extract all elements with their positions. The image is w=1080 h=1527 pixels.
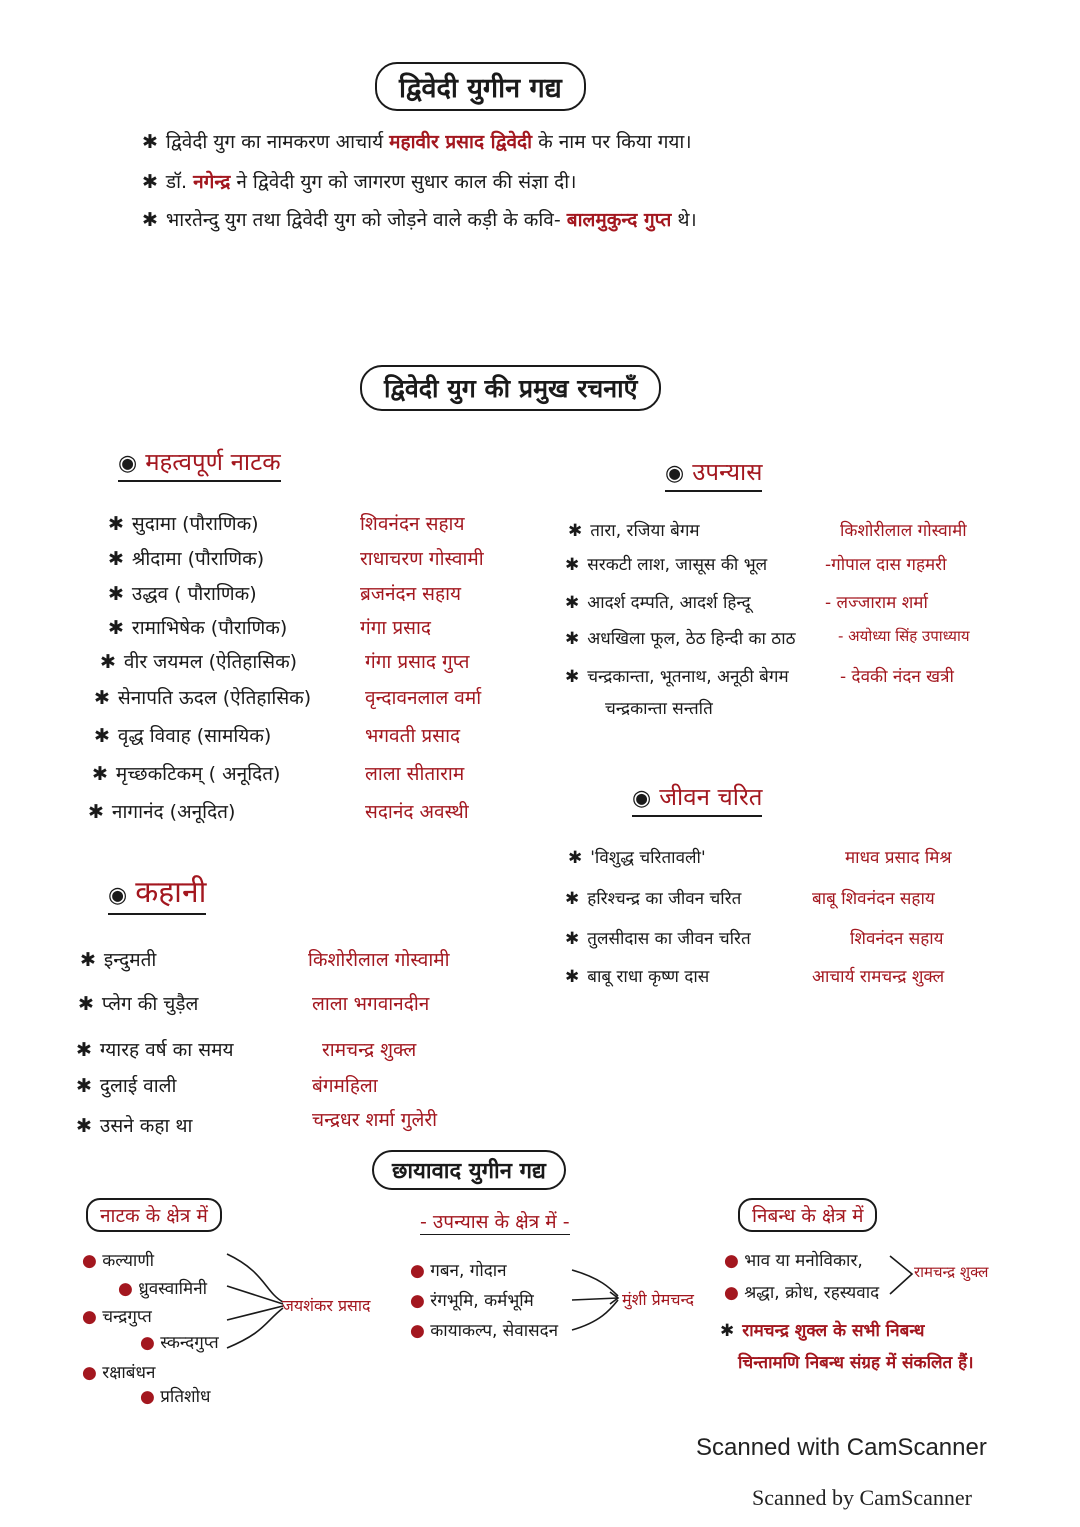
upanyas-field-box: - उपन्यास के क्षेत्र में -: [420, 1208, 570, 1235]
upanyas-row: ✱ अधखिला फूल, ठेठ हिन्दी का ठाठ: [565, 629, 796, 649]
star-icon: ✱: [142, 209, 158, 231]
kahani-author: किशोरीलाल गोस्वामी: [308, 949, 450, 971]
bullet-dot-icon: ◉: [632, 786, 652, 811]
kahani-title: ◉ कहानी: [108, 870, 206, 915]
upanyas-item: ● रंगभूमि, कर्मभूमि: [410, 1291, 534, 1311]
natak-item: ● ध्रुवस्वामिनी: [118, 1279, 208, 1299]
nibandh-item: ● श्रद्धा, क्रोध, रहस्यवाद: [724, 1283, 880, 1303]
natak-row: ✱ सुदामा (पौराणिक): [108, 513, 259, 535]
upanyas-item: ● कायाकल्प, सेवासदन: [410, 1321, 559, 1341]
natak-author: गंगा प्रसाद गुप्त: [365, 651, 470, 673]
jeevan-title: ◉ जीवन चरित: [632, 780, 762, 817]
kahani-row: ✱ इन्दुमती: [80, 949, 157, 971]
natak-row: ✱ रामाभिषेक (पौराणिक): [108, 617, 288, 639]
natak-bracket: [225, 1252, 285, 1372]
upanyas-author: किशोरीलाल गोस्वामी: [840, 521, 967, 541]
star-icon: ✱: [142, 171, 158, 193]
natak-author: शिवनंदन सहाय: [360, 513, 465, 535]
upanyas-row: ✱ आदर्श दम्पति, आदर्श हिन्दू: [565, 593, 751, 613]
chhayavad-heading: छायावाद युगीन गद्य: [372, 1150, 566, 1190]
natak-item: ● स्कन्दगुप्त: [140, 1333, 219, 1353]
natak-field-box: नाटक के क्षेत्र में: [86, 1198, 222, 1232]
natak-row: ✱ नागानंद (अनूदित): [88, 801, 236, 823]
jeevan-row: ✱ 'विशुद्ध चरितावली': [568, 848, 706, 868]
upanyas-row: ✱ सरकटी लाश, जासूस की भूल: [565, 555, 768, 575]
kahani-author: बंगमहिला: [312, 1075, 378, 1097]
natak-row: ✱ उद्धव ( पौराणिक): [108, 583, 257, 605]
natak-author: गंगा प्रसाद: [360, 617, 432, 639]
upanyas-title: ◉ उपन्यास: [665, 455, 762, 492]
natak-author: राधाचरण गोस्वामी: [360, 548, 484, 570]
page-title: द्विवेदी युगीन गद्य: [375, 62, 586, 111]
star-icon: ✱: [142, 131, 158, 153]
natak-row: ✱ श्रीदामा (पौराणिक): [108, 548, 265, 570]
bullet-dot-icon: ◉: [118, 451, 138, 476]
kahani-author: लाला भगवानदीन: [312, 993, 430, 1015]
intro-line-3: ✱ भारतेन्दु युग तथा द्विवेदी युग को जोड़ने वाले कड़ी के कवि- बालमुकुन्द गुप्त थे।: [142, 209, 697, 231]
natak-author: सदानंद अवस्थी: [365, 801, 469, 823]
natak-author: भगवती प्रसाद: [365, 725, 461, 747]
natak-item: ● प्रतिशोध: [140, 1387, 211, 1407]
upanyas-author: -गोपाल दास गहमरी: [825, 555, 947, 575]
jeevan-author: बाबू शिवनंदन सहाय: [812, 889, 935, 909]
bullet-dot-icon: ◉: [665, 461, 685, 486]
upanyas-row: ✱ चन्द्रकान्ता, भूतनाथ, अनूठी बेगम: [565, 667, 789, 687]
upanyas-extra: चन्द्रकान्ता सन्तति: [605, 699, 713, 719]
natak-row: ✱ वीर जयमल (ऐतिहासिक): [100, 651, 298, 673]
kahani-row: ✱ दुलाई वाली: [76, 1075, 177, 1097]
natak-item: ● कल्याणी: [82, 1251, 155, 1271]
jeevan-author: माधव प्रसाद मिश्र: [845, 848, 952, 868]
works-heading: द्विवेदी युग की प्रमुख रचनाएँ: [360, 365, 661, 411]
nibandh-bracket: [888, 1252, 914, 1298]
upanyas-arrow: [570, 1266, 620, 1336]
natak-author: ब्रजनंदन सहाय: [360, 583, 462, 605]
upanyas-author: - अयोध्या सिंह उपाध्याय: [838, 627, 970, 645]
natak-author: वृन्दावनलाल वर्मा: [365, 687, 482, 709]
intro-line-1: ✱ द्विवेदी युग का नामकरण आचार्य महावीर प्रसाद द्विवेदी के नाम पर किया गया।: [142, 131, 692, 153]
nibandh-author-label: रामचन्द्र शुक्ल: [914, 1263, 989, 1281]
upanyas-row: ✱ तारा, रजिया बेगम: [568, 521, 700, 541]
natak-row: ✱ वृद्ध विवाह (सामयिक): [94, 725, 272, 747]
camscanner-footer-1: Scanned with CamScanner: [696, 1434, 987, 1461]
natak-row: ✱ मृच्छकटिकम् ( अनूदित): [92, 763, 281, 785]
kahani-row: ✱ प्लेग की चुड़ैल: [78, 993, 199, 1015]
upanyas-item: ● गबन, गोदान: [410, 1261, 507, 1281]
natak-author: लाला सीताराम: [365, 763, 465, 785]
kahani-author: रामचन्द्र शुक्ल: [322, 1039, 417, 1061]
intro-line-2: ✱ डॉ. नगेन्द्र ने द्विवेदी युग को जागरण सुधार काल की संज्ञा दी।: [142, 171, 577, 193]
natak-row: ✱ सेनापति ऊदल (ऐतिहासिक): [94, 687, 312, 709]
nibandh-note: ✱ रामचन्द्र शुक्ल के सभी निबन्ध: [720, 1321, 925, 1341]
upanyas-author: - देवकी नंदन खत्री: [840, 667, 954, 687]
kahani-row: ✱ ग्यारह वर्ष का समय: [76, 1039, 234, 1061]
natak-author-label: जयशंकर प्रसाद: [282, 1296, 371, 1315]
kahani-row: ✱ उसने कहा था: [76, 1115, 193, 1137]
upanyas-author: - लज्जाराम शर्मा: [825, 593, 928, 613]
nibandh-note: चिन्तामणि निबन्ध संग्रह में संकलित हैं।: [738, 1353, 974, 1373]
jeevan-row: ✱ हरिश्चन्द्र का जीवन चरित: [565, 889, 742, 909]
jeevan-author: आचार्य रामचन्द्र शुक्ल: [812, 967, 945, 987]
camscanner-footer-2: Scanned by CamScanner: [752, 1485, 972, 1510]
nibandh-field-box: निबन्ध के क्षेत्र में: [738, 1198, 877, 1232]
kahani-author: चन्द्रधर शर्मा गुलेरी: [312, 1109, 438, 1131]
bullet-dot-icon: ◉: [108, 883, 128, 908]
natak-title: ◉ महत्वपूर्ण नाटक: [118, 445, 281, 482]
natak-item: ● रक्षाबंधन: [82, 1363, 156, 1383]
natak-item: ● चन्द्रगुप्त: [82, 1307, 152, 1327]
nibandh-item: ● भाव या मनोविकार,: [724, 1251, 863, 1271]
jeevan-row: ✱ बाबू राधा कृष्ण दास: [565, 967, 710, 987]
jeevan-row: ✱ तुलसीदास का जीवन चरित: [565, 929, 751, 949]
upanyas-author-label: मुंशी प्रेमचन्द: [622, 1290, 694, 1309]
jeevan-author: शिवनंदन सहाय: [850, 929, 944, 949]
